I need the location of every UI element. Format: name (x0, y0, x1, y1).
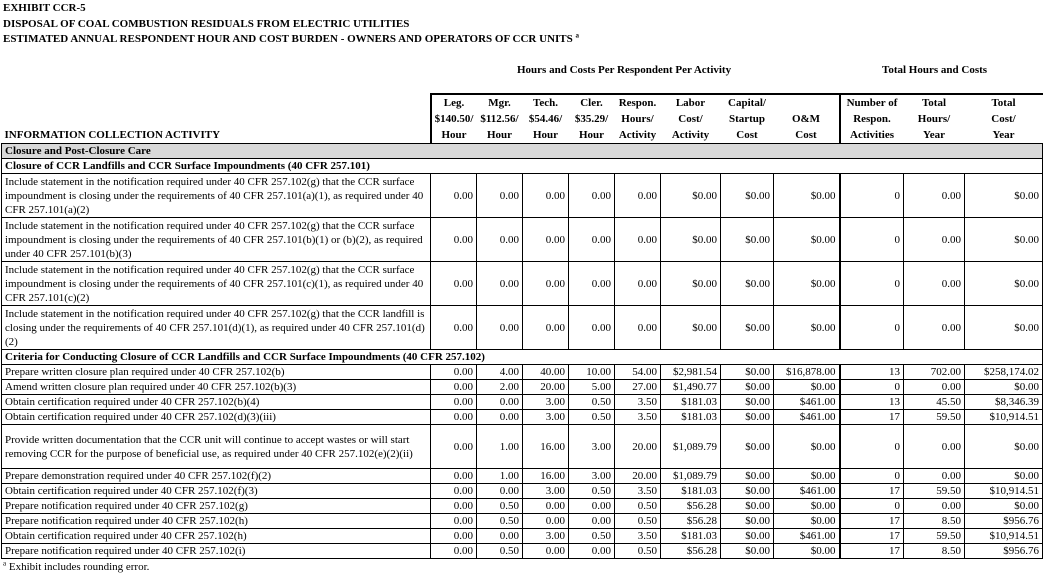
value-cell-col-8: 13 (840, 395, 904, 410)
activity-description: Include statement in the notification required under 40 CFR 257.102(g) that the CCR landfill is closing under the requirements of 40 CFR 257.101(d)(1), as required under 40 CFR 257.101(d)(2) (2, 306, 431, 350)
column-header-9-line-3: Year (923, 129, 945, 141)
column-header-6-line-3: Cost (736, 129, 758, 141)
value-cell-col-5: $2,981.54 (661, 365, 721, 380)
section-title: Criteria for Conducting Closure of CCR Landfills and CCR Surface Impoundments (40 CFR 257.102) (2, 350, 1043, 365)
activity-column-header: INFORMATION COLLECTION ACTIVITY (4, 129, 221, 141)
exhibit-subtitle: ESTIMATED ANNUAL RESPONDENT HOUR AND COST BURDEN - OWNERS AND OPERATORS OF CCR UNITS $^a$ (3, 31, 579, 45)
value-cell-col-4: 0.00 (615, 218, 661, 262)
activity-description: Obtain certification required under 40 CFR 257.102(d)(3)(iii) (2, 410, 431, 425)
value-cell-col-8: 0 (840, 380, 904, 395)
value-cell-col-2: 16.00 (523, 425, 569, 469)
value-cell-col-4: 54.00 (615, 365, 661, 380)
value-cell-col-0: 0.00 (431, 484, 477, 499)
value-cell-col-5: $1,490.77 (661, 380, 721, 395)
column-header-4-line-1: Respon. (615, 94, 661, 111)
value-cell-col-1: 0.00 (477, 218, 523, 262)
value-cell-col-10: $0.00 (965, 425, 1043, 469)
activity-description: Prepare written closure plan required under 40 CFR 257.102(b) (2, 365, 431, 380)
value-cell-col-2: 0.00 (523, 544, 569, 559)
value-cell-col-3: 0.50 (569, 395, 615, 410)
value-cell-col-8: 0 (840, 262, 904, 306)
value-cell-col-1: 4.00 (477, 365, 523, 380)
table-row (2, 365, 1043, 380)
value-cell-col-7: $461.00 (774, 484, 840, 499)
value-cell-col-0: 0.00 (431, 365, 477, 380)
activity-description: Prepare notification required under 40 CFR 257.102(g) (2, 499, 431, 514)
value-cell-col-5: $181.03 (661, 410, 721, 425)
table-row (2, 395, 1043, 410)
value-cell-col-1: 0.00 (477, 306, 523, 350)
value-cell-col-5: $181.03 (661, 395, 721, 410)
value-cell-col-2: 40.00 (523, 365, 569, 380)
value-cell-col-8: 0 (840, 218, 904, 262)
value-cell-col-6: $0.00 (721, 425, 774, 469)
value-cell-col-0: 0.00 (431, 529, 477, 544)
value-cell-col-4: 0.00 (615, 174, 661, 218)
table-row (2, 410, 1043, 425)
value-cell-col-8: 0 (840, 425, 904, 469)
burden-table (1, 93, 1043, 559)
value-cell-col-7: $0.00 (774, 499, 840, 514)
table-row (2, 306, 1043, 350)
value-cell-col-1: 0.00 (477, 410, 523, 425)
value-cell-col-0: 0.00 (431, 410, 477, 425)
value-cell-col-8: 0 (840, 499, 904, 514)
column-header-1-line-3: Hour (486, 129, 513, 141)
column-header-8-line-1: Number of (840, 94, 904, 111)
value-cell-col-4: 0.50 (615, 544, 661, 559)
value-cell-col-6: $0.00 (721, 174, 774, 218)
table-row (2, 469, 1043, 484)
value-cell-col-3: 0.00 (569, 499, 615, 514)
activity-description: Prepare demonstration required under 40 CFR 257.102(f)(2) (2, 469, 431, 484)
table-row (2, 380, 1043, 395)
group-header-per-activity: Hours and Costs Per Respondent Per Activity (517, 64, 732, 76)
column-header-0-line-2: $140.50/ (431, 111, 477, 127)
value-cell-col-1: 0.50 (477, 544, 523, 559)
column-header-0-line-3: Hour (431, 127, 477, 144)
column-header-7-line-2: O&M (791, 113, 821, 125)
value-cell-col-2: 3.00 (523, 410, 569, 425)
value-cell-col-0: 0.00 (431, 306, 477, 350)
value-cell-col-9: 0.00 (904, 306, 965, 350)
value-cell-col-3: 0.00 (569, 218, 615, 262)
activity-description: Prepare notification required under 40 CFR 257.102(i) (2, 544, 431, 559)
column-header-8-line-2: Respon. (840, 111, 904, 127)
value-cell-col-4: 20.00 (615, 469, 661, 484)
value-cell-col-3: 0.00 (569, 514, 615, 529)
value-cell-col-3: 0.00 (569, 544, 615, 559)
column-header-1-line-2: $112.56/ (480, 113, 519, 125)
column-header-7-line-1 (774, 94, 840, 111)
value-cell-col-4: 20.00 (615, 425, 661, 469)
value-cell-col-2: 0.00 (523, 499, 569, 514)
value-cell-col-9: 8.50 (904, 544, 965, 559)
value-cell-col-7: $461.00 (774, 395, 840, 410)
activity-description: Amend written closure plan required under 40 CFR 257.102(b)(3) (2, 380, 431, 395)
value-cell-col-8: 0 (840, 174, 904, 218)
value-cell-col-8: 17 (840, 410, 904, 425)
value-cell-col-7: $0.00 (774, 469, 840, 484)
value-cell-col-3: 3.00 (569, 469, 615, 484)
section-header-row (2, 159, 1043, 174)
value-cell-col-0: 0.00 (431, 425, 477, 469)
value-cell-col-0: 0.00 (431, 380, 477, 395)
activity-description: Provide written documentation that the CCR unit will continue to accept wastes or will start removing CCR for the purpose of beneficial use, as required under 40 CFR 257.102(e)(2)(ii) (2, 425, 431, 469)
value-cell-col-1: 0.00 (477, 529, 523, 544)
value-cell-col-4: 0.00 (615, 306, 661, 350)
value-cell-col-10: $10,914.51 (965, 484, 1043, 499)
value-cell-col-3: 0.50 (569, 484, 615, 499)
column-header-10-line-3: Year (992, 129, 1015, 141)
value-cell-col-4: 3.50 (615, 484, 661, 499)
value-cell-col-9: 45.50 (904, 395, 965, 410)
value-cell-col-9: 0.00 (904, 499, 965, 514)
column-header-0-line-1: Leg. (431, 94, 477, 111)
value-cell-col-10: $956.76 (965, 514, 1043, 529)
value-cell-col-9: 0.00 (904, 469, 965, 484)
column-header-10-line-1: Total (965, 94, 1043, 111)
value-cell-col-5: $1,089.79 (661, 469, 721, 484)
value-cell-col-5: $181.03 (661, 484, 721, 499)
value-cell-col-2: 3.00 (523, 395, 569, 410)
value-cell-col-4: 0.50 (615, 499, 661, 514)
section-title: Closure of CCR Landfills and CCR Surface Impoundments (40 CFR 257.101) (2, 159, 1043, 174)
value-cell-col-9: 702.00 (904, 365, 965, 380)
value-cell-col-10: $0.00 (965, 469, 1043, 484)
value-cell-col-9: 59.50 (904, 410, 965, 425)
value-cell-col-1: 0.50 (477, 499, 523, 514)
value-cell-col-10: $0.00 (965, 499, 1043, 514)
value-cell-col-4: 0.00 (615, 262, 661, 306)
value-cell-col-8: 17 (840, 484, 904, 499)
activity-description: Include statement in the notification required under 40 CFR 257.102(g) that the CCR surface impoundment is closing under the requirements of 40 CFR 257.101(c)(1), as required under 40 CFR 257.101(c)(2) (2, 262, 431, 306)
value-cell-col-5: $181.03 (661, 529, 721, 544)
exhibit-number: EXHIBIT CCR-5 (3, 2, 86, 14)
value-cell-col-2: 0.00 (523, 174, 569, 218)
value-cell-col-5: $1,089.79 (661, 425, 721, 469)
column-header-10-line-2: Cost/ (991, 113, 1016, 125)
value-cell-col-8: 13 (840, 365, 904, 380)
value-cell-col-3: 0.00 (569, 262, 615, 306)
value-cell-col-8: 0 (840, 469, 904, 484)
table-container (1, 93, 1042, 574)
column-header-3-line-3: Hour (578, 129, 605, 141)
exhibit-titles (3, 1, 579, 48)
header-spacer (2, 111, 431, 127)
value-cell-col-5: $56.28 (661, 499, 721, 514)
value-cell-col-10: $0.00 (965, 262, 1043, 306)
value-cell-col-6: $0.00 (721, 469, 774, 484)
value-cell-col-10: $10,914.51 (965, 410, 1043, 425)
value-cell-col-6: $0.00 (721, 410, 774, 425)
value-cell-col-7: $16,878.00 (774, 365, 840, 380)
column-header-2-line-2: $54.46/ (528, 113, 563, 125)
value-cell-col-3: 5.00 (569, 380, 615, 395)
activity-description: Obtain certification required under 40 CFR 257.102(b)(4) (2, 395, 431, 410)
value-cell-col-10: $0.00 (965, 218, 1043, 262)
value-cell-col-3: 0.50 (569, 529, 615, 544)
value-cell-col-9: 59.50 (904, 529, 965, 544)
value-cell-col-10: $8,346.39 (965, 395, 1043, 410)
value-cell-col-6: $0.00 (721, 484, 774, 499)
section-header-row (2, 350, 1043, 365)
value-cell-col-0: 0.00 (431, 499, 477, 514)
column-header-3-line-2: $35.29/ (574, 113, 609, 125)
value-cell-col-0: 0.00 (431, 514, 477, 529)
activity-description: Include statement in the notification required under 40 CFR 257.102(g) that the CCR surface impoundment is closing under the requirements of 40 CFR 257.101(a)(1), as required under 40 CFR 257.101(a)(2) (2, 174, 431, 218)
value-cell-col-1: 1.00 (477, 469, 523, 484)
value-cell-col-7: $0.00 (774, 174, 840, 218)
value-cell-col-0: 0.00 (431, 218, 477, 262)
value-cell-col-6: $0.00 (721, 380, 774, 395)
value-cell-col-0: 0.00 (431, 395, 477, 410)
value-cell-col-6: $0.00 (721, 544, 774, 559)
activity-description: Obtain certification required under 40 CFR 257.102(f)(3) (2, 484, 431, 499)
column-header-5-line-2: Cost/ (678, 113, 703, 125)
activity-description: Prepare notification required under 40 CFR 257.102(h) (2, 514, 431, 529)
column-header-1-line-1: Mgr. (477, 94, 523, 111)
value-cell-col-6: $0.00 (721, 514, 774, 529)
section-header-row (2, 144, 1043, 159)
value-cell-col-1: 0.50 (477, 514, 523, 529)
value-cell-col-10: $0.00 (965, 174, 1043, 218)
group-header-totals: Total Hours and Costs (882, 64, 988, 76)
value-cell-col-9: 0.00 (904, 380, 965, 395)
value-cell-col-0: 0.00 (431, 174, 477, 218)
value-cell-col-7: $0.00 (774, 544, 840, 559)
column-header-5-line-1: Labor (661, 94, 721, 111)
column-header-5-line-3: Activity (671, 129, 710, 141)
column-header-2-line-3: Hour (532, 129, 559, 141)
value-cell-col-3: 0.00 (569, 174, 615, 218)
value-cell-col-2: 20.00 (523, 380, 569, 395)
value-cell-col-6: $0.00 (721, 529, 774, 544)
section-title: Closure and Post-Closure Care (2, 144, 1043, 159)
value-cell-col-5: $0.00 (661, 262, 721, 306)
column-header-3-line-1: Cler. (569, 94, 615, 111)
value-cell-col-6: $0.00 (721, 395, 774, 410)
value-cell-col-2: 3.00 (523, 529, 569, 544)
value-cell-col-9: 0.00 (904, 425, 965, 469)
value-cell-col-6: $0.00 (721, 262, 774, 306)
value-cell-col-0: 0.00 (431, 544, 477, 559)
value-cell-col-0: 0.00 (431, 469, 477, 484)
value-cell-col-8: 17 (840, 514, 904, 529)
value-cell-col-3: 10.00 (569, 365, 615, 380)
value-cell-col-1: 0.00 (477, 174, 523, 218)
value-cell-col-9: 8.50 (904, 514, 965, 529)
value-cell-col-9: 59.50 (904, 484, 965, 499)
table-row (2, 174, 1043, 218)
value-cell-col-4: 3.50 (615, 529, 661, 544)
value-cell-col-8: 17 (840, 529, 904, 544)
value-cell-col-1: 1.00 (477, 425, 523, 469)
value-cell-col-8: 0 (840, 306, 904, 350)
value-cell-col-2: 0.00 (523, 306, 569, 350)
value-cell-col-5: $56.28 (661, 544, 721, 559)
value-cell-col-5: $0.00 (661, 218, 721, 262)
table-row (2, 218, 1043, 262)
column-header-9-line-1: Total (904, 94, 965, 111)
value-cell-col-1: 0.00 (477, 262, 523, 306)
value-cell-col-3: 3.00 (569, 425, 615, 469)
value-cell-col-9: 0.00 (904, 262, 965, 306)
table-row (2, 425, 1043, 469)
value-cell-col-6: $0.00 (721, 365, 774, 380)
value-cell-col-7: $0.00 (774, 262, 840, 306)
value-cell-col-10: $0.00 (965, 306, 1043, 350)
value-cell-col-1: 0.00 (477, 395, 523, 410)
value-cell-col-1: 2.00 (477, 380, 523, 395)
value-cell-col-0: 0.00 (431, 262, 477, 306)
value-cell-col-7: $461.00 (774, 529, 840, 544)
table-row (2, 499, 1043, 514)
value-cell-col-7: $0.00 (774, 425, 840, 469)
value-cell-col-7: $0.00 (774, 218, 840, 262)
table-row (2, 544, 1043, 559)
column-header-6-line-2: Startup (728, 113, 766, 125)
column-header-4-line-2: Hours/ (621, 113, 654, 125)
value-cell-col-10: $0.00 (965, 380, 1043, 395)
value-cell-col-3: 0.00 (569, 306, 615, 350)
column-header-6-line-1: Capital/ (721, 94, 774, 111)
value-cell-col-7: $0.00 (774, 514, 840, 529)
value-cell-col-4: 3.50 (615, 395, 661, 410)
value-cell-col-8: 17 (840, 544, 904, 559)
value-cell-col-4: 3.50 (615, 410, 661, 425)
header-spacer (2, 94, 431, 111)
column-header-8-line-3: Activities (840, 127, 904, 144)
column-header-2-line-1: Tech. (523, 94, 569, 111)
value-cell-col-2: 0.00 (523, 514, 569, 529)
value-cell-col-7: $0.00 (774, 306, 840, 350)
value-cell-col-10: $10,914.51 (965, 529, 1043, 544)
value-cell-col-4: 27.00 (615, 380, 661, 395)
exhibit-title: DISPOSAL OF COAL COMBUSTION RESIDUALS FROM ELECTRIC UTILITIES (3, 17, 410, 30)
value-cell-col-6: $0.00 (721, 218, 774, 262)
footnote: $^a$ Exhibit includes rounding error. (3, 559, 150, 573)
activity-description: Include statement in the notification required under 40 CFR 257.102(g) that the CCR surface impoundment is closing under the requirements of 40 CFR 257.101(b)(1) or (b)(2), as required under 40 CFR 257.101(b)(3) (2, 218, 431, 262)
value-cell-col-6: $0.00 (721, 499, 774, 514)
table-row (2, 514, 1043, 529)
value-cell-col-9: 0.00 (904, 174, 965, 218)
table-row (2, 262, 1043, 306)
value-cell-col-10: $258,174.02 (965, 365, 1043, 380)
value-cell-col-7: $0.00 (774, 380, 840, 395)
value-cell-col-2: 0.00 (523, 218, 569, 262)
table-row (2, 529, 1043, 544)
column-header-9-line-2: Hours/ (917, 113, 951, 125)
value-cell-col-4: 0.50 (615, 514, 661, 529)
table-row (2, 484, 1043, 499)
value-cell-col-10: $956.76 (965, 544, 1043, 559)
value-cell-col-6: $0.00 (721, 306, 774, 350)
value-cell-col-5: $0.00 (661, 306, 721, 350)
value-cell-col-3: 0.50 (569, 410, 615, 425)
value-cell-col-2: 16.00 (523, 469, 569, 484)
value-cell-col-9: 0.00 (904, 218, 965, 262)
value-cell-col-5: $0.00 (661, 174, 721, 218)
value-cell-col-2: 3.00 (523, 484, 569, 499)
value-cell-col-7: $461.00 (774, 410, 840, 425)
value-cell-col-5: $56.28 (661, 514, 721, 529)
value-cell-col-2: 0.00 (523, 262, 569, 306)
column-header-4-line-3: Activity (618, 129, 657, 141)
value-cell-col-1: 0.00 (477, 484, 523, 499)
activity-description: Obtain certification required under 40 CFR 257.102(h) (2, 529, 431, 544)
column-header-7-line-3: Cost (795, 129, 817, 141)
